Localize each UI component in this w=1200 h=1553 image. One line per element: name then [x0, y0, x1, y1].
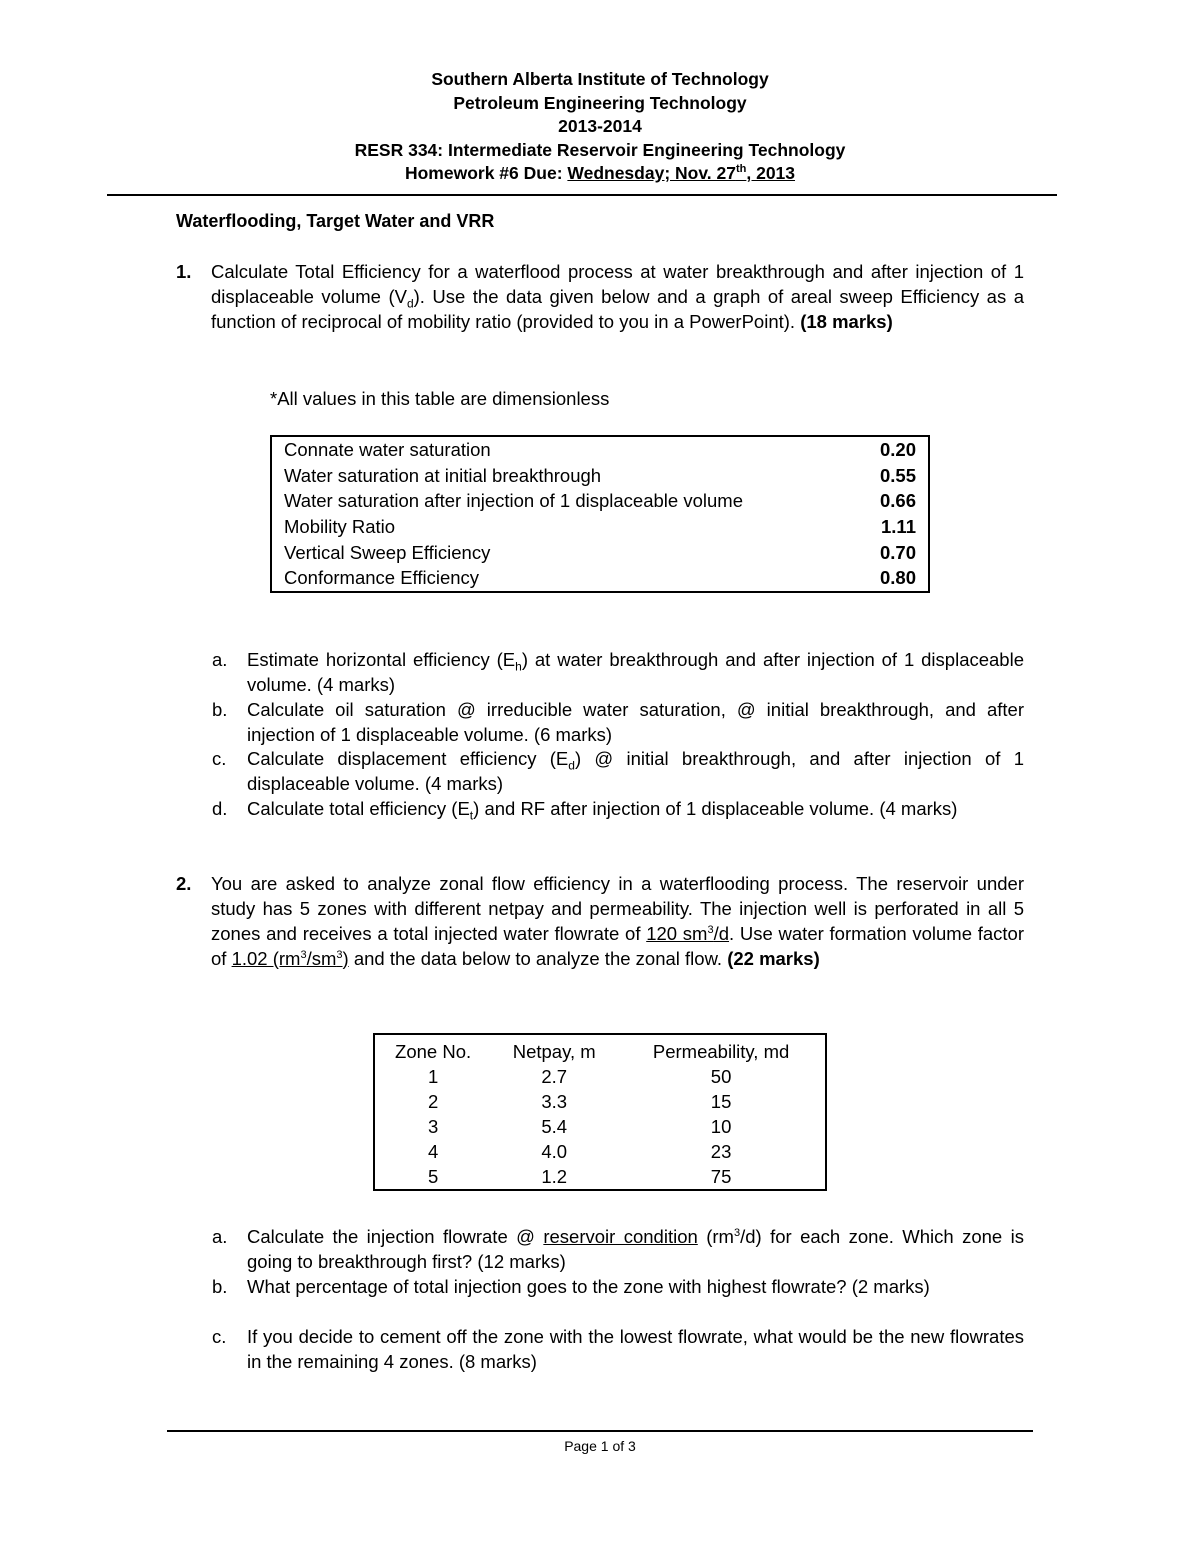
footer-divider: [167, 1430, 1033, 1432]
table-row: Mobility Ratio 1.11: [284, 516, 916, 538]
institution-name: Southern Alberta Institute of Technology: [431, 69, 769, 89]
table-row: 2 3.3 15: [427, 1091, 732, 1112]
column-header: Permeability, md: [652, 1041, 790, 1062]
question-marks: (22 marks): [727, 948, 820, 969]
question-marks: (18 marks): [800, 311, 893, 332]
table-row: 4 4.0 23: [427, 1141, 732, 1162]
saturation-data-table: [270, 435, 930, 593]
question-text: You are asked to analyze zonal flow efficiency in a waterflooding process. The reservoir under study has 5 zones with different netpay and permeability. The injection well is perforated in all 5 zones and receives a total injected water flowrate of 120 $sm^3/d$. Use water formation volume factor of 1.02 $(rm^3/sm^3)$ and the data below to analyze the zonal flow. (22 marks): [211, 873, 1024, 969]
document-page: Southern Alberta Institute of Technology Petroleum Engineering Technology 2013-2014 RESR 334: Intermediate Reservoir Engineering Technology Homework #6 Due: Wednesday; Nov. 27th, 2013 Waterflooding, Target Water and VRR 1. Calculate Total Efficiency for a waterflood process at water breakthrough and after injection of 1 displaceable volume $(V_d)$. Use the data given below and a graph of areal sweep Efficiency as a function of reciprocal of mobility ratio (provided to you in a PowerPoint). (18 marks) *All values in this table are dimensionless Connate water saturation 0.20 Water saturation at initial breakthrough 0.55 Water saturation after injection of 1 displaceable volume 0.66 Mobility Ratio 1.11 Vertical Sweep Efficiency 0.70 Conformance Efficiency 0.80 a. Estimate horizontal efficiency $(E_h)$ at water breakthrough and after injection of 1 displaceable volume. (4 marks) b. Calculate oil saturation @ irreducible water saturation, @ initial breakthrough, and after injection of 1 displaceable volume. (6 marks) c. Calculate displacement efficiency $(E_d)$ @ initial breakthrough, and after injection of 1 displaceable volume. (4 marks) d. Calculate total efficiency $(E_t)$ and RF after injection of 1 displaceable volume. (4 marks) 2. You are asked to analyze zonal flow efficiency in a waterflooding process. The reservoir under study has 5 zones with different netpay and permeability. The injection well is perforated in all 5 zones and receives a total injected water flowrate of 120 $sm^3/d$. Use water formation volume factor of 1.02 $(rm^3/sm^3)$ and the data below to analyze the zonal flow. (22 marks) Zone No. Netpay, m Permeability, md 1 2.7 50 2 3.3 15 3 5.4 10 4 4.0 23 5 1.2 75 a. Calculate the injection flowrate @ reservoir condition $(rm^3/d)$ for each zone. Which zone is going to breakthrough first? (12 marks) b. What percentage of total injection goes to the zone with highest flowrate? (2 marks) c. If you decide to cement off the zone with the lowest flowrate, what would be the new flowrates in the remaining 4 zones. (8 marks) Page 1 of 3: [0, 0, 1200, 1553]
formation-volume-factor: 1.02 $(rm^3/sm^3)$: [231, 948, 349, 969]
column-header: Zone No.: [395, 1041, 472, 1062]
due-date-line: Homework #6 Due: Wednesday; Nov. 27th, 2013: [404, 163, 796, 183]
table-row: Water saturation at initial breakthrough 0.55: [284, 464, 916, 486]
table-row: 5 1.2 75: [427, 1166, 732, 1187]
table-row: 3 5.4 10: [427, 1116, 732, 1137]
course-title: RESR 334: Intermediate Reservoir Engineering Technology: [354, 139, 846, 160]
zone-data-table: [373, 1033, 827, 1191]
table-note: *All values in this table are dimensionless: [270, 388, 610, 409]
section-title: Waterflooding, Target Water and VRR: [176, 211, 495, 231]
question-text: Calculate Total Efficiency for a waterflood process at water breakthrough and after injection of 1 displaceable volume $(V_d)$. Use the data given below and a graph of areal sweep Efficiency as a function of reciprocal of mobility ratio (provided to you in a PowerPoint). (18 marks): [211, 261, 1024, 332]
document-header: [0, 68, 1200, 186]
question-number: 2.: [176, 873, 192, 894]
table-row: Conformance Efficiency 0.80: [284, 567, 916, 589]
header-divider: [107, 194, 1057, 196]
academic-year: 2013-2014: [558, 116, 642, 136]
table-row: Connate water saturation 0.20: [284, 439, 916, 461]
program-name: Petroleum Engineering Technology: [453, 92, 747, 113]
table-header-row: [374, 1034, 826, 1064]
table-row: Water saturation after injection of 1 displaceable volume 0.66: [284, 490, 916, 512]
table-row: Vertical Sweep Efficiency 0.70: [284, 541, 916, 563]
injection-flowrate: 120 $sm^3/d$: [646, 923, 730, 944]
table-row: 1 2.7 50: [427, 1066, 732, 1087]
due-date: Wednesday; Nov. 27th, 2013: [567, 163, 796, 183]
question-number: 1.: [176, 261, 192, 282]
column-header: Netpay, m: [512, 1041, 596, 1062]
page-number: Page 1 of 3: [564, 1438, 636, 1454]
